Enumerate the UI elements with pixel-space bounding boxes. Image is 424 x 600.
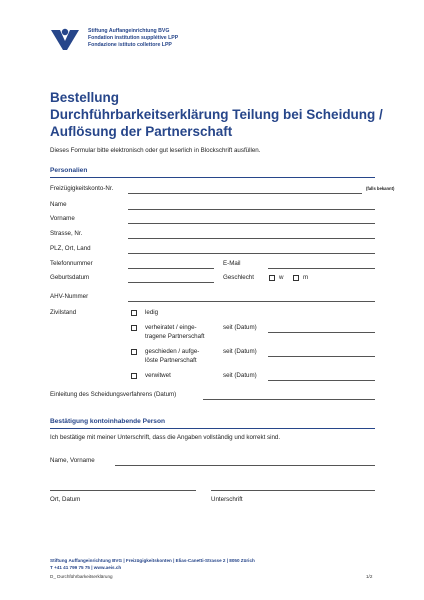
account-number-field[interactable] [128, 193, 362, 194]
geschlecht-w-checkbox[interactable] [269, 275, 275, 281]
section-heading-personalien: Personalien [50, 167, 375, 178]
page-title-line-3: Auflösung der Partnerschaft [50, 124, 233, 139]
page-number: 1/2 [366, 574, 373, 579]
vorname-field[interactable] [128, 223, 375, 224]
zivilstand-verheiratet-label-1: verheiratet / einge- [145, 324, 197, 331]
zivilstand-ledig-checkbox[interactable] [131, 310, 137, 316]
footer-contact: T +41 41 799 75 75 | www.aeis.ch [50, 565, 122, 570]
zivilstand-geschieden-checkbox[interactable] [131, 349, 137, 355]
ort-datum-label: Ort, Datum [50, 496, 81, 503]
email-label: E-Mail [223, 260, 241, 267]
footer-address: Stiftung Auffangeinrichtung BVG | Freizügigkeitskonten | Elias-Canetti-Strasse 2 | 8050 Zürich [50, 558, 255, 563]
zivilstand-verwitwet-checkbox[interactable] [131, 373, 137, 379]
logo-text [88, 28, 178, 49]
seit-datum-field-verheiratet[interactable] [268, 332, 375, 333]
einleitung-scheidung-field[interactable] [203, 399, 375, 400]
strasse-field[interactable] [128, 238, 375, 239]
logo-line-2: Fondation institution supplétive LPP [88, 35, 179, 41]
geschlecht-m-label: m [303, 274, 309, 281]
zivilstand-verwitwet-label: verwitwet [145, 372, 171, 379]
seit-datum-field-verwitwet[interactable] [268, 380, 375, 381]
telefon-field[interactable] [128, 268, 214, 269]
email-field[interactable] [268, 268, 375, 269]
name-vorname-label: Name, Vorname [50, 457, 95, 464]
seit-datum-field-geschieden[interactable] [268, 356, 375, 357]
zivilstand-verheiratet-checkbox[interactable] [131, 325, 137, 331]
footer-document-name: D_ Durchführbarkeitserklärung [50, 574, 113, 579]
foundation-logo-icon [50, 26, 80, 52]
zivilstand-geschieden-label-1: geschieden / aufge- [145, 348, 200, 355]
zivilstand-ledig-label: ledig [145, 309, 159, 316]
seit-datum-label-verwitwet: seit (Datum) [223, 372, 257, 379]
telefon-label: Telefonnummer [50, 260, 93, 267]
geschlecht-m-checkbox[interactable] [293, 275, 299, 281]
bestaetigung-text: Ich bestätige mit meiner Unterschrift, dass die Angaben vollständig und korrekt sind. [50, 434, 281, 441]
einleitung-scheidung-label: Einleitung des Scheidungsverfahrens (Datum) [50, 391, 177, 398]
zivilstand-label: Zivilstand [50, 309, 77, 316]
page-title-line-2: Durchführbarkeitserklärung Teilung bei Scheidung / [50, 107, 383, 122]
intro-text: Dieses Formular bitte elektronisch oder gut leserlich in Blockschrift ausfüllen. [50, 147, 261, 154]
ort-datum-field[interactable] [50, 490, 196, 491]
geburtsdatum-field[interactable] [128, 282, 214, 283]
zivilstand-geschieden-label-2: löste Partnerschaft [145, 357, 197, 364]
logo-line-1: Stiftung Auffangeinrichtung BVG [88, 28, 170, 34]
geschlecht-w-label: w [279, 274, 284, 281]
geschlecht-label: Geschlecht [223, 274, 254, 281]
name-label: Name [50, 201, 67, 208]
unterschrift-field[interactable] [211, 490, 375, 491]
page-title-line-1: Bestellung [50, 90, 120, 105]
geburtsdatum-label: Geburtsdatum [50, 274, 90, 281]
ahv-field[interactable] [128, 301, 375, 302]
unterschrift-label: Unterschrift [211, 496, 243, 503]
name-field[interactable] [128, 209, 375, 210]
seit-datum-label-verheiratet: seit (Datum) [223, 324, 257, 331]
strasse-label: Strasse, Nr. [50, 230, 83, 237]
account-number-note: (falls bekannt) [366, 186, 395, 191]
ahv-label: AHV-Nummer [50, 293, 89, 300]
account-number-label: Freizügigkeitskonto-Nr. [50, 185, 114, 192]
name-vorname-field[interactable] [115, 465, 375, 466]
plz-ort-label: PLZ, Ort, Land [50, 245, 91, 252]
plz-ort-field[interactable] [128, 253, 375, 254]
logo-line-3: Fondazione istituto collettore LPP [88, 42, 172, 48]
vorname-label: Vorname [50, 215, 75, 222]
section-heading-bestaetigung: Bestätigung kontoinhabende Person [50, 418, 375, 429]
zivilstand-verheiratet-label-2: tragene Partnerschaft [145, 333, 205, 340]
seit-datum-label-geschieden: seit (Datum) [223, 348, 257, 355]
